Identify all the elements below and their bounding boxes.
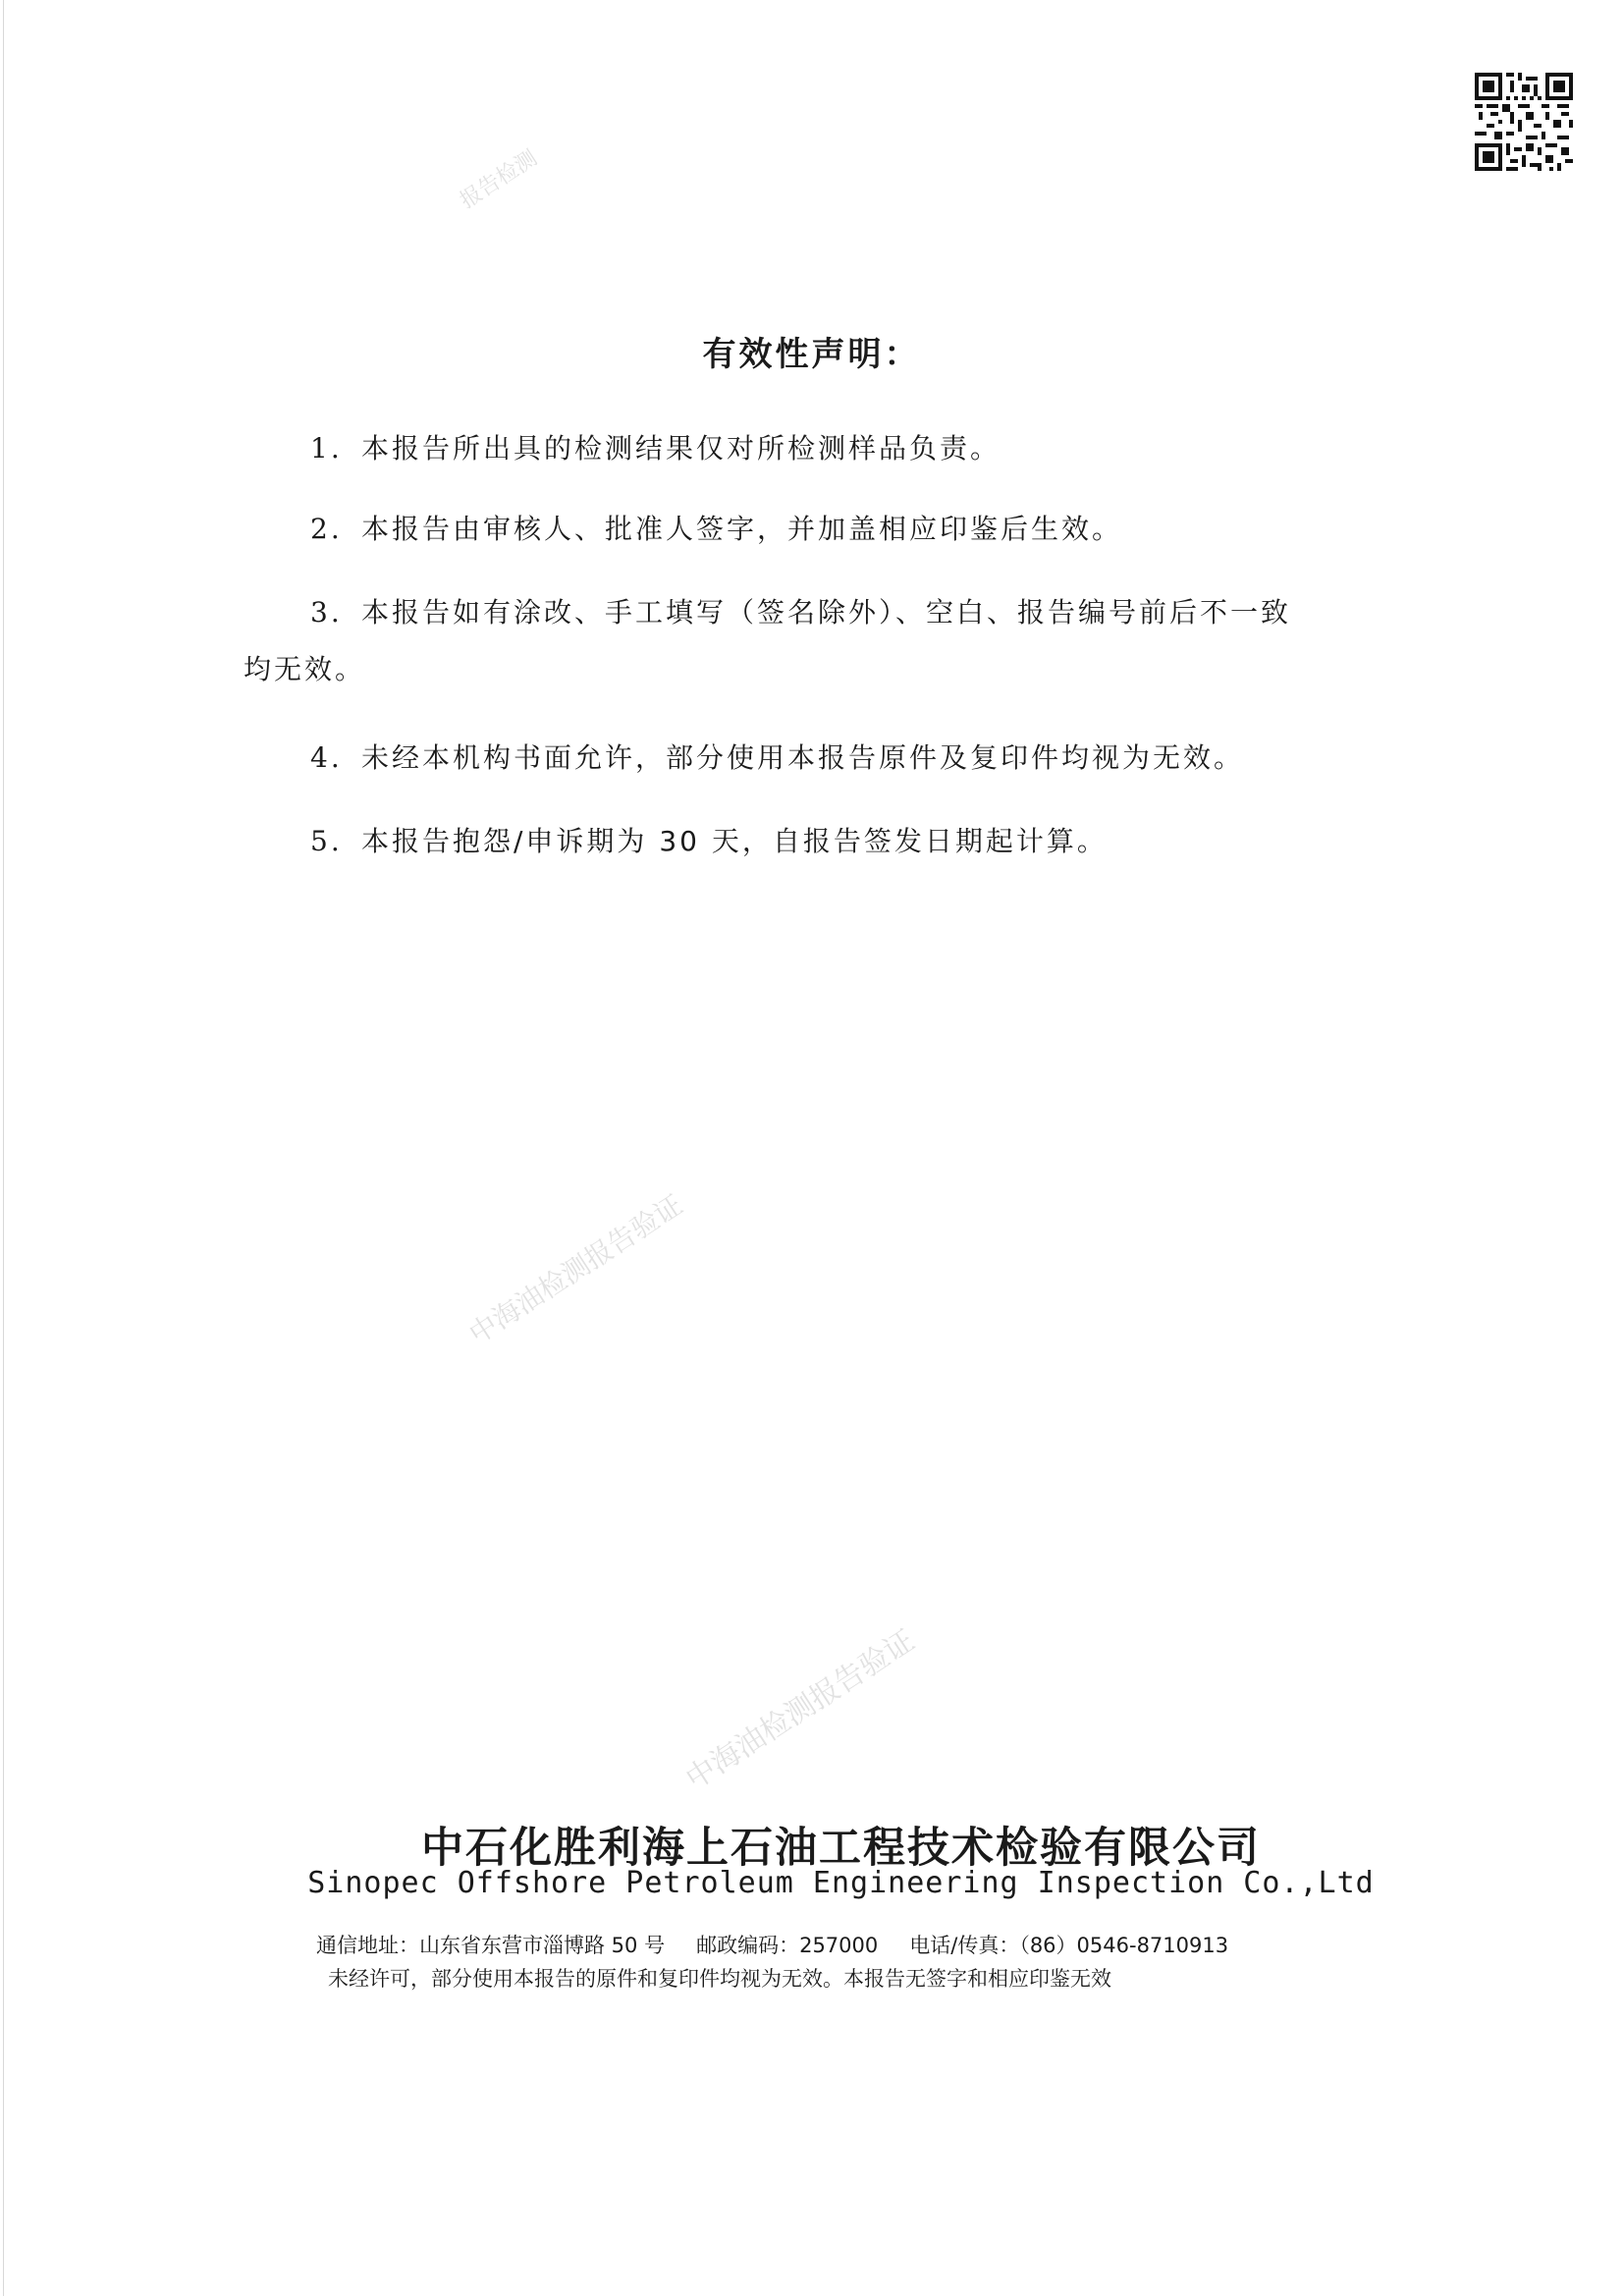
statement-item-continuation: 均无效。 [243, 653, 366, 685]
statement-item [310, 732, 1244, 785]
statement-title: 有效性声明： [702, 335, 921, 374]
company-name-english: Sinopec Offshore Petroleum Engineering Inspection Co.,Ltd [307, 1866, 1375, 1900]
item-number: 5. [310, 825, 343, 857]
item-text: 本报告所出具的检测结果仅对所检测样品负责。 [361, 432, 1001, 465]
watermark-text: 中海油检测报告验证 [679, 1623, 921, 1797]
item-text: 本报告由审核人、批准人签字，并加盖相应印鉴后生效。 [361, 513, 1123, 545]
footer-notice: 未经许可，部分使用本报告的原件和复印件均视为无效。本报告无签字和相应印鉴无效 [328, 1967, 1111, 1991]
watermark-text: 中海油检测报告验证 [462, 1188, 689, 1351]
item-number: 4. [310, 741, 343, 774]
item-number: 3. [310, 596, 343, 629]
watermark-text: 报告检测 [456, 145, 542, 214]
company-name-chinese: 中石化胜利海上石油工程技术检验有限公司 [421, 1824, 1261, 1873]
item-text: 本报告抱怨/申诉期为 30 天，自报告签发日期起计算。 [361, 825, 1108, 857]
statement-item [310, 586, 1291, 639]
postcode: 邮政编码：257000 [696, 1934, 879, 1957]
phone-fax: 电话/传真：（86）0546-8710913 [909, 1934, 1229, 1957]
item-number: 2. [310, 513, 343, 545]
statement-item [310, 815, 1108, 868]
qr-code-icon [1475, 73, 1573, 171]
statement-item [310, 422, 1001, 475]
item-text: 未经本机构书面允许，部分使用本报告原件及复印件均视为无效。 [361, 741, 1245, 774]
contact-info [316, 1930, 1228, 1959]
mailing-address: 通信地址：山东省东营市淄博路 50 号 [316, 1934, 666, 1957]
statement-item [310, 503, 1122, 556]
item-text: 本报告如有涂改、手工填写（签名除外）、空白、报告编号前后不一致 [361, 596, 1292, 629]
item-number: 1. [310, 432, 343, 465]
